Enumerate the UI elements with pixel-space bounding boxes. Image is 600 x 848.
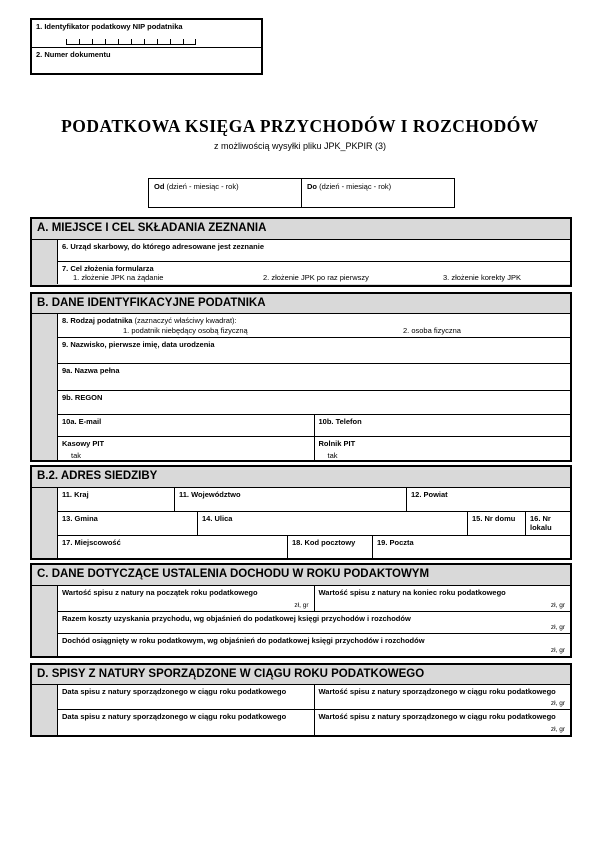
field-9a-row	[58, 364, 570, 391]
filing-purpose-label: 7. Cel złożenia formularza	[62, 264, 154, 273]
inventory-list-row-1	[58, 685, 570, 710]
postal-code-label: 18. Kod pocztowy	[292, 538, 356, 547]
filing-purpose-field	[58, 262, 570, 284]
field-9-row	[58, 338, 570, 364]
kasowy-pit-value: tak	[71, 450, 82, 460]
postal-code-field[interactable]	[288, 536, 373, 558]
inventory-end-field[interactable]	[315, 586, 571, 611]
inventory-start-currency: zł, gr	[294, 602, 309, 609]
voivodeship-label: 11. Województwo	[179, 490, 241, 499]
section-a-title: A. MIEJSCE I CEL SKŁADANIA ZEZNANIA	[32, 219, 570, 240]
surname-label: 9. Nazwisko, pierwsze imię, data urodzenia	[62, 340, 215, 349]
form-subtitle: z możliwością wysyłki pliku JPK_PKPIR (3)	[213, 141, 387, 151]
powiat-field[interactable]	[407, 488, 570, 511]
section-c-title: C. DANE DOTYCZĄCE USTALENIA DOCHODU W ROKU PODAKTOWYM	[32, 565, 570, 586]
income-currency: zł, gr	[550, 647, 565, 654]
powiat-label: 12. Powiat	[411, 490, 448, 499]
rolnik-pit-field[interactable]	[315, 437, 571, 460]
phone-field[interactable]	[315, 415, 571, 436]
rolnik-pit-value: tak	[327, 450, 338, 460]
form-sections	[30, 217, 572, 737]
section-b-body	[57, 314, 570, 460]
income-row	[58, 634, 570, 656]
field-6-row	[58, 240, 570, 262]
date-to-hint: (dzień - miesiąc - rok)	[317, 182, 392, 191]
address-row-1	[58, 488, 570, 512]
section-b-title: B. DANE IDENTYFIKACYJNE PODATNIKA	[32, 294, 570, 314]
voivodeship-field[interactable]	[175, 488, 407, 511]
date-to-field[interactable]	[302, 179, 454, 207]
street-field[interactable]	[198, 512, 468, 535]
inventory-value-label-2: Wartość spisu z natury sporządzonego w ciągu roku podatkowego	[318, 712, 556, 721]
inventory-date-field-2[interactable]	[58, 710, 315, 735]
document-number-field[interactable]	[32, 48, 261, 73]
inventory-end-currency: zł, gr	[550, 602, 565, 609]
purpose-option-3[interactable]: 3. złożenie korekty JPK	[443, 273, 521, 282]
inventory-values-row	[58, 586, 570, 612]
section-b2-title: B.2. ADRES SIEDZIBY	[32, 467, 570, 488]
inventory-start-field[interactable]	[58, 586, 315, 611]
pit-row	[58, 437, 570, 460]
taxpayer-type-option-2[interactable]: 2. osoba fizyczna	[403, 326, 461, 335]
date-from-field[interactable]	[149, 179, 302, 207]
address-row-2	[58, 512, 570, 536]
house-number-field[interactable]	[468, 512, 526, 535]
country-field[interactable]	[58, 488, 175, 511]
tax-office-field[interactable]	[58, 240, 570, 261]
inventory-list-row-2	[58, 710, 570, 735]
city-label: 17. Miejscowość	[62, 538, 121, 547]
nip-field-label: 1. Identyfikator podatkowy NIP podatnika	[36, 22, 183, 31]
inventory-value-currency-1: zł, gr	[550, 700, 565, 707]
document-number-label: 2. Numer dokumentu	[36, 50, 111, 59]
inventory-date-label-1: Data spisu z natury sporządzonego w ciągu roku podatkowego	[62, 687, 287, 696]
section-d-title: D. SPISY Z NATURY SPORZĄDZONE W CIĄGU ROKU PODATKOWEGO	[32, 665, 570, 685]
kasowy-pit-field[interactable]	[58, 437, 315, 460]
inventory-value-currency-2: zł, gr	[550, 726, 565, 733]
address-row-3	[58, 536, 570, 558]
section-c	[30, 563, 572, 658]
section-d-body	[57, 685, 570, 735]
section-d	[30, 663, 572, 737]
city-field[interactable]	[58, 536, 288, 558]
inventory-end-label: Wartość spisu z natury na koniec roku podatkowego	[318, 588, 506, 597]
section-b2	[30, 465, 572, 560]
purpose-option-2[interactable]: 2. złożenie JPK po raz pierwszy	[263, 273, 369, 282]
regon-field[interactable]	[58, 391, 570, 414]
date-from-label: Od	[154, 182, 165, 191]
gmina-field[interactable]	[58, 512, 198, 535]
phone-label: 10b. Telefon	[318, 417, 362, 426]
tax-office-label: 6. Urząd skarbowy, do którego adresowane jest zeznanie	[62, 242, 265, 251]
total-costs-field[interactable]	[58, 612, 570, 633]
gmina-label: 13. Gmina	[62, 514, 98, 523]
section-c-body	[57, 586, 570, 656]
nip-field[interactable]	[32, 20, 261, 48]
taxpayer-type-field	[58, 314, 570, 337]
taxpayer-type-label: 8. Rodzaj podatnika (zaznaczyć właściwy kwadrat):	[62, 316, 237, 325]
field-9b-row	[58, 391, 570, 415]
email-field[interactable]	[58, 415, 315, 436]
field-8-row	[58, 314, 570, 338]
inventory-value-label-1: Wartość spisu z natury sporządzonego w ciągu roku podatkowego	[318, 687, 556, 696]
post-office-label: 19. Poczta	[377, 538, 414, 547]
section-a-body	[57, 240, 570, 284]
income-label: Dochód osiągnięty w roku podatkowym, wg objaśnień do podatkowej księgi przychodów i rozchodów	[62, 636, 425, 645]
post-office-field[interactable]	[373, 536, 570, 558]
house-number-label: 15. Nr domu	[472, 514, 516, 523]
email-label: 10a. E-mail	[62, 417, 102, 426]
identification-box	[30, 18, 263, 75]
taxpayer-type-option-1[interactable]: 1. podatnik niebędący osobą fizyczną	[123, 326, 248, 335]
section-b	[30, 292, 572, 462]
surname-field[interactable]	[58, 338, 570, 363]
field-7-row	[58, 262, 570, 284]
inventory-start-label: Wartość spisu z natury na początek roku podatkowego	[62, 588, 258, 597]
date-range-box	[148, 178, 455, 208]
total-costs-label: Razem koszty uzyskania przychodu, wg objaśnień do podatkowej księgi przychodów i rozchodów	[62, 614, 411, 623]
kasowy-pit-label: Kasowy PIT	[62, 439, 105, 448]
apartment-number-field[interactable]	[526, 512, 570, 535]
inventory-date-label-2: Data spisu z natury sporządzonego w ciągu roku podatkowego	[62, 712, 287, 721]
street-label: 14. Ulica	[202, 514, 233, 523]
country-label: 11. Kraj	[62, 490, 89, 499]
nip-digit-cells[interactable]	[66, 39, 196, 45]
field-10-row	[58, 415, 570, 437]
section-a	[30, 217, 572, 287]
form-title: PODATKOWA KSIĘGA PRZYCHODÓW I ROZCHODÓW	[61, 116, 539, 136]
purpose-option-1[interactable]: 1. złożenie JPK na żądanie	[73, 273, 164, 282]
inventory-value-field-1[interactable]	[315, 685, 571, 709]
total-costs-currency: zł, gr	[550, 624, 565, 631]
apartment-number-label: 16. Nr lokalu	[530, 514, 552, 532]
rolnik-pit-label: Rolnik PIT	[318, 439, 356, 448]
date-to-label: Do	[307, 182, 317, 191]
regon-label: 9b. REGON	[62, 393, 103, 402]
section-b2-body	[57, 488, 570, 558]
full-name-label: 9a. Nazwa pełna	[62, 366, 120, 375]
date-from-hint: (dzień - miesiąc - rok)	[164, 182, 239, 191]
total-costs-row	[58, 612, 570, 634]
full-name-field[interactable]	[58, 364, 570, 390]
inventory-value-field-2[interactable]	[315, 710, 571, 735]
income-field[interactable]	[58, 634, 570, 656]
inventory-date-field-1[interactable]	[58, 685, 315, 709]
